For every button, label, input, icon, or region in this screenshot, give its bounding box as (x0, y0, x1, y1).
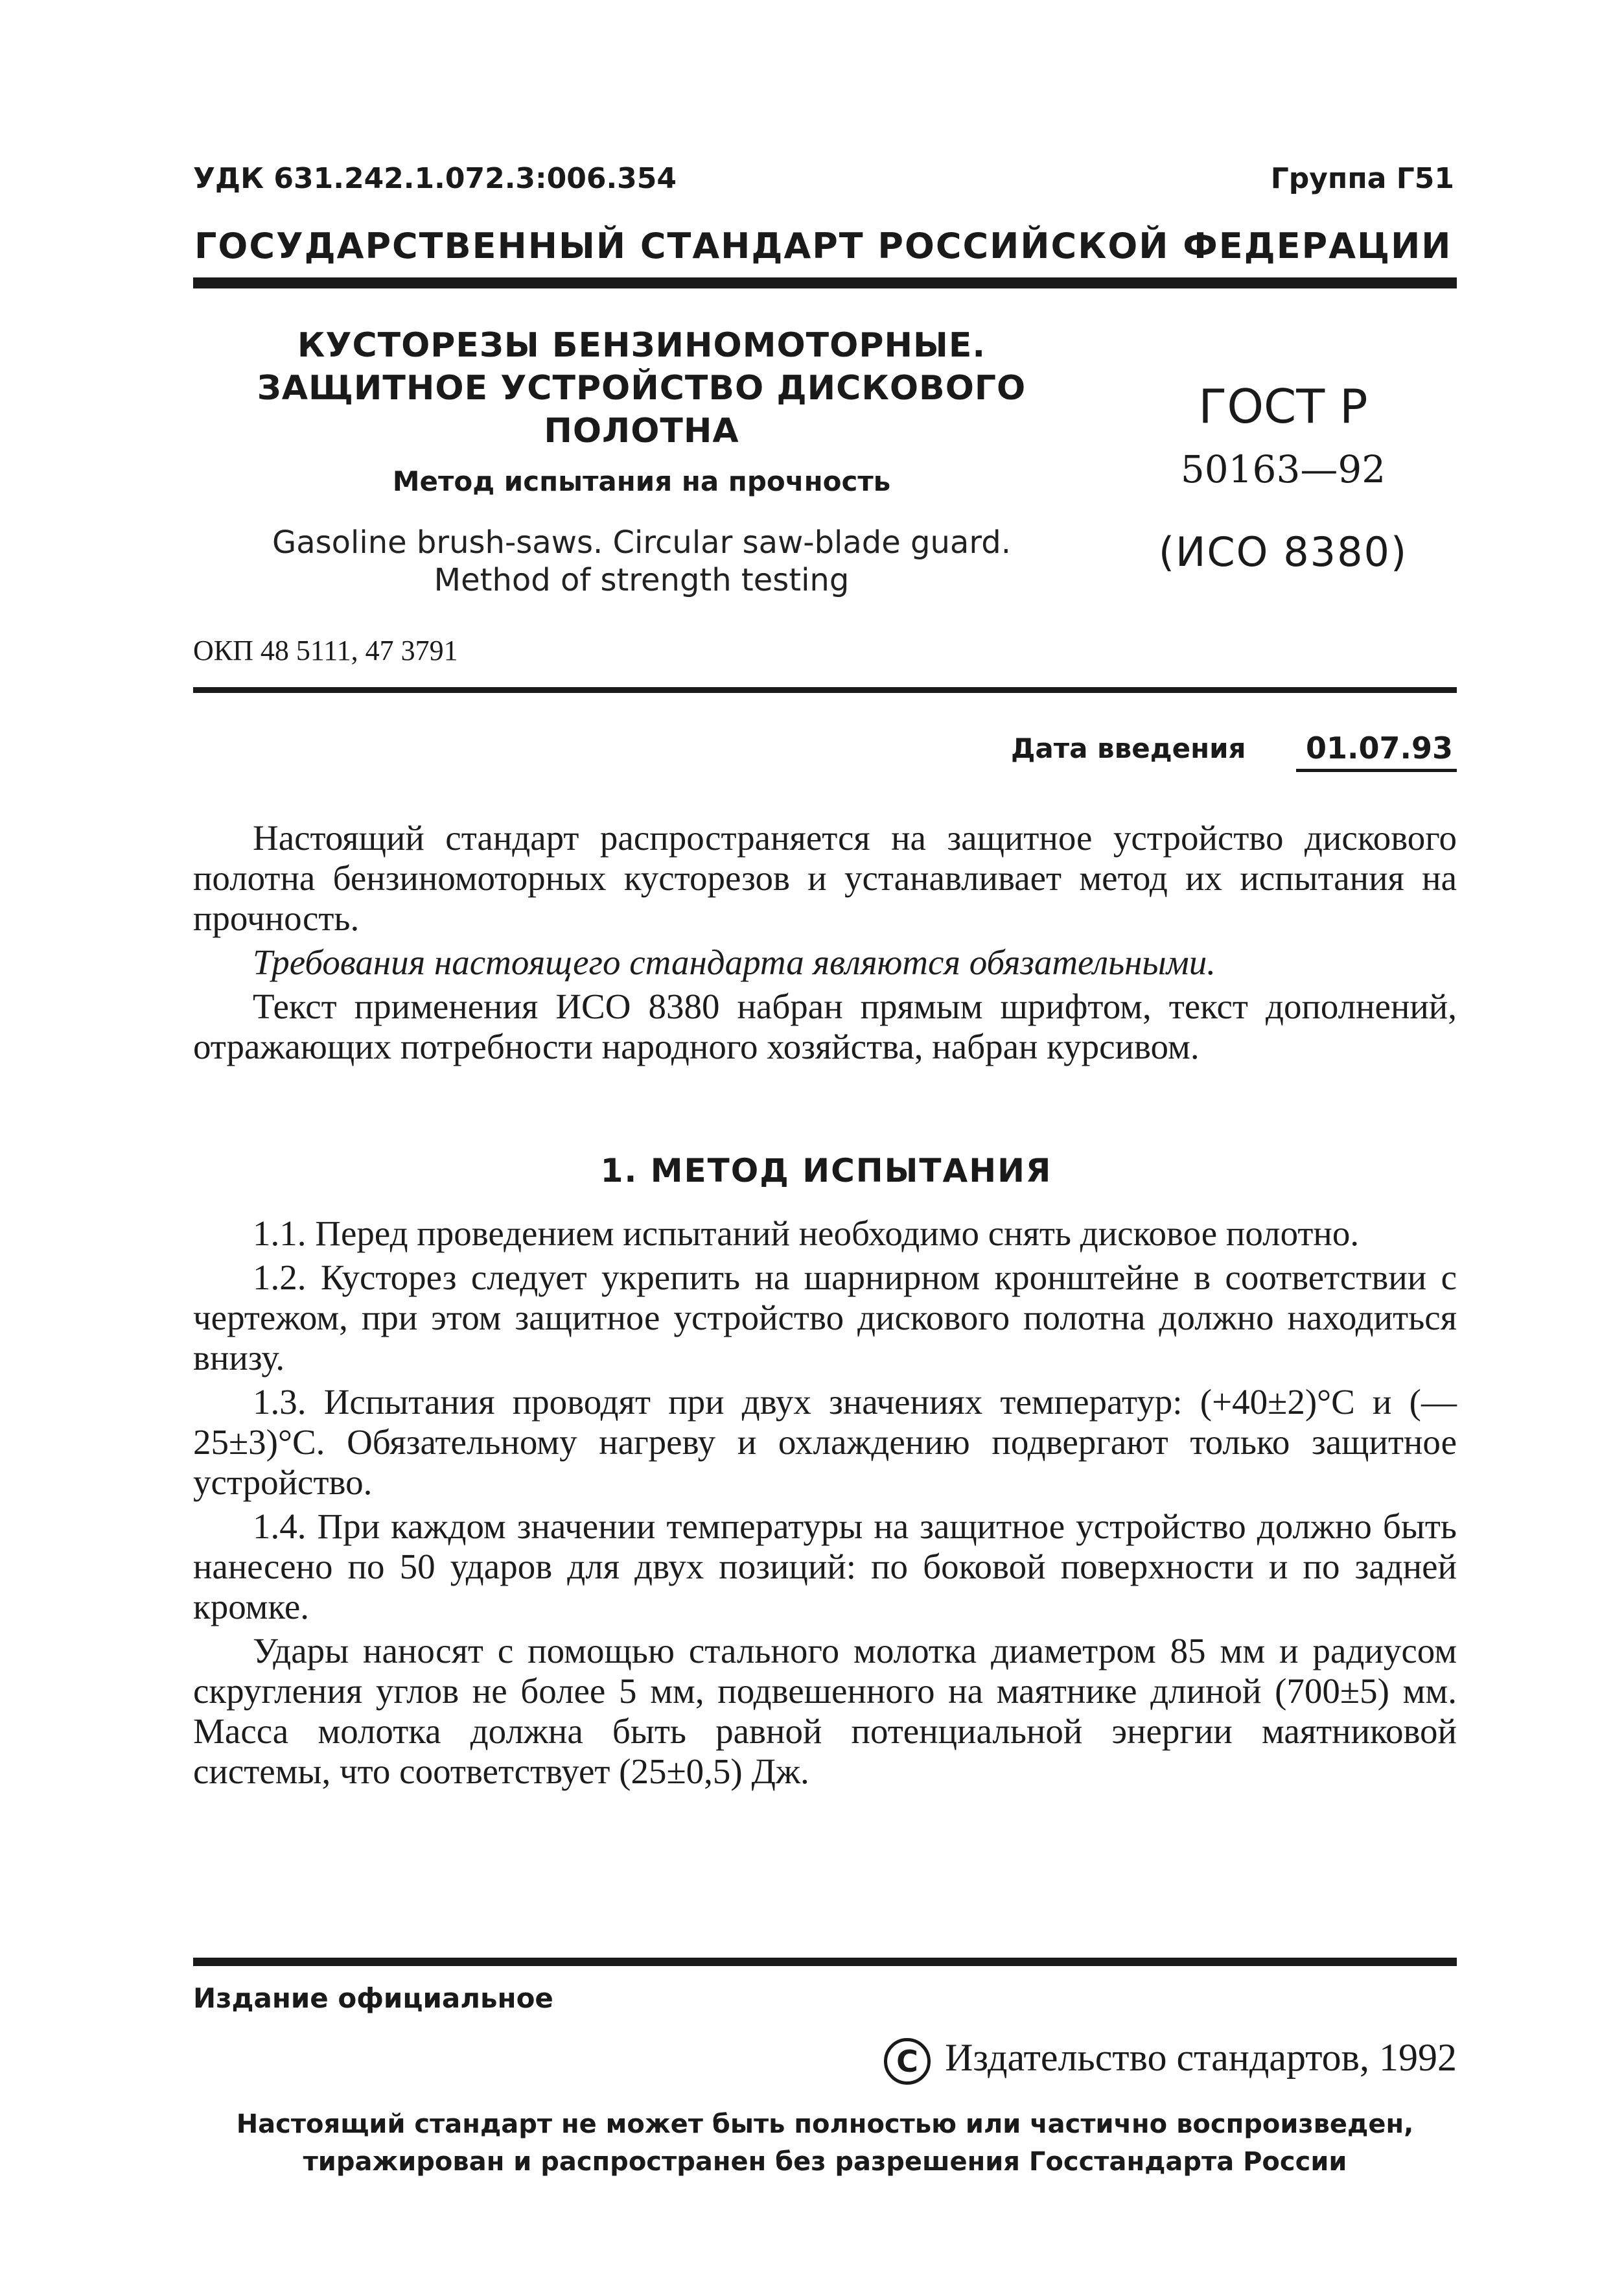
state-standard-heading: ГОСУДАРСТВЕННЫЙ СТАНДАРТ РОССИЙСКОЙ ФЕДЕРАЦИИ (194, 226, 1452, 266)
clause-1-3: 1.3. Испытания проводят при двух значениях температур: (+40±2)°С и (—25±3)°С. Обязательному нагреву и охлаждению подвергают только защитное устройство. (193, 1382, 1457, 1502)
edition-label: Издание официальное (193, 1982, 553, 2014)
header-divider (193, 277, 1457, 288)
iso-reference: (ИСО 8380) (1158, 528, 1408, 576)
english-title: Gasoline brush-saws. Circular saw-blade guard. Method of strength testing (272, 524, 1011, 598)
intro-typography-note: Текст применения ИСО 8380 набран прямым шрифтом, текст дополнений, отражающих потребности народного хозяйства, набран курсивом. (193, 987, 1457, 1066)
date-label: Дата введения (1011, 732, 1246, 764)
copyright-line (884, 2035, 1457, 2085)
footer-divider (193, 1958, 1457, 1966)
date-value: 01.07.93 (1306, 731, 1453, 766)
section-heading: 1. МЕТОД ИСПЫТАНИЯ (600, 1152, 1052, 1189)
clause-1-4-continuation: Удары наносят с помощью стального молотка диаметром 85 мм и радиусом скругления углов не более 5 мм, подвешенного на маятнике длиной (700±5) мм. Масса молотка должна быть равной потенциальной энергии маятниковой системы, что соответствует (25±0,5) Дж. (193, 1631, 1457, 1791)
group-code: Группа Г51 (1270, 162, 1454, 195)
document-title: КУСТОРЕЗЫ БЕНЗИНОМОТОРНЫЕ. ЗАЩИТНОЕ УСТРОЙСТВО ДИСКОВОГО ПОЛОТНА (257, 326, 1027, 451)
gost-label: ГОСТ Р (1198, 379, 1368, 434)
copyright-icon: С (884, 2038, 931, 2085)
copyright-text: Издательство стандартов, 1992 (945, 2036, 1457, 2079)
date-underline (1296, 769, 1457, 772)
clause-1-4: 1.4. При каждом значении температуры на защитное устройство должно быть нанесено по 50 ударов для двух позиций: по боковой поверхности и по задней кромке. (193, 1506, 1457, 1626)
document-subtitle: Метод испытания на прочность (392, 465, 891, 497)
udk-code: УДК 631.242.1.072.3:006.354 (193, 162, 677, 195)
section-body (193, 1213, 1457, 1792)
reproduction-notice: Настоящий стандарт не может быть полностью или частично воспроизведен, тиражирован и распространен без разрешения Госстандарта России (236, 2109, 1414, 2177)
intro-section (193, 818, 1457, 1067)
title-divider (193, 687, 1457, 693)
gost-number: 50163—92 (1180, 447, 1386, 491)
intro-paragraph: Настоящий стандарт распространяется на защитное устройство дискового полотна бензиномоторных кусторезов и устанавливает метод их испытания на прочность. (193, 818, 1457, 938)
clause-1-2: 1.2. Кусторез следует укрепить на шарнирном кронштейне в соответствии с чертежом, при этом защитное устройство дискового полотна должно находиться внизу. (193, 1258, 1457, 1377)
okp-code: ОКП 48 5111, 47 3791 (193, 635, 458, 666)
intro-mandatory-note: Требования настоящего стандарта являются обязательными. (253, 943, 1216, 982)
clause-1-1: 1.1. Перед проведением испытаний необходимо снять дисковое полотно. (253, 1213, 1360, 1253)
